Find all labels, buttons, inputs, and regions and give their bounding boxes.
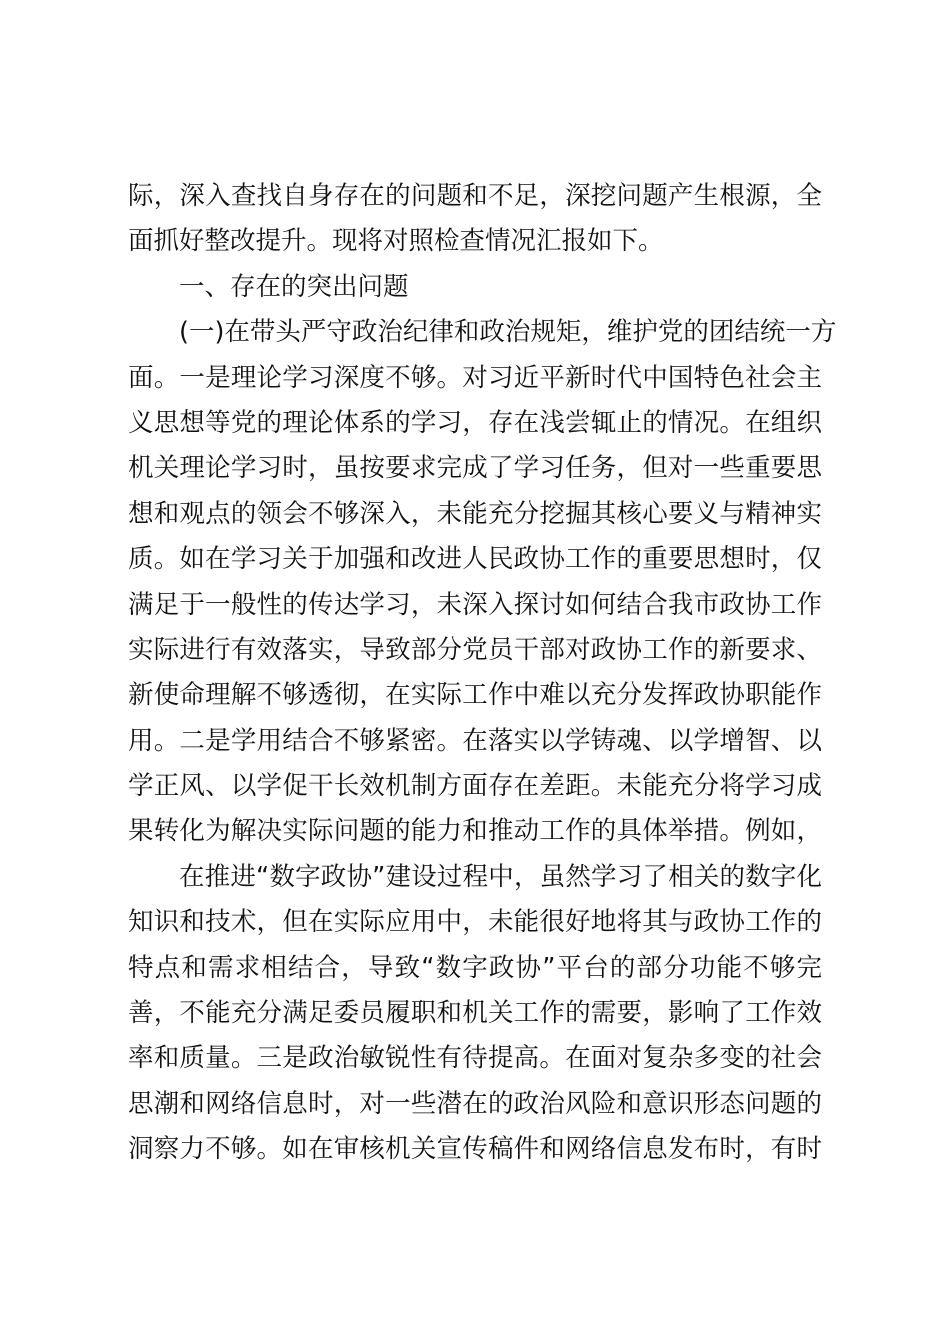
text-line: 特点和需求相结合，导致“数字政协”平台的部分功能不够完	[128, 952, 822, 983]
text-line: 一、存在的突出问题	[179, 271, 409, 302]
text-line: 面。一是理论学习深度不够。对习近平新时代中国特色社会主	[128, 362, 822, 393]
text-line: 面抓好整改提升。现将对照检查情况汇报如下。	[128, 226, 664, 257]
body-text	[128, 174, 837, 1173]
text-line: 义思想等党的理论体系的学习，存在浅尝辄止的情况。在组织	[128, 407, 822, 438]
text-line: 在推进“数字政协”建设过程中，虽然学习了相关的数字化	[179, 861, 822, 892]
text-line: 率和质量。三是政治敏锐性有待提高。在面对复杂多变的社会	[128, 1043, 822, 1074]
text-line: 实际进行有效落实，导致部分党员干部对政协工作的新要求、	[128, 634, 822, 665]
text-line: (一)在带头严守政治纪律和政治规矩，维护党的团结统一方	[179, 317, 837, 348]
text-line: 思潮和网络信息时，对一些潜在的政治风险和意识形态问题的	[128, 1088, 822, 1119]
text-line: 机关理论学习时，虽按要求完成了学习任务，但对一些重要思	[128, 453, 822, 484]
text-line: 新使命理解不够透彻，在实际工作中难以充分发挥政协职能作	[128, 680, 822, 711]
text-line: 学正风、以学促干长效机制方面存在差距。未能充分将学习成	[128, 771, 822, 802]
text-line: 质。如在学习关于加强和改进人民政协工作的重要思想时，仅	[128, 544, 822, 575]
text-line: 果转化为解决实际问题的能力和推动工作的具体举措。例如，	[128, 816, 822, 847]
text-line: 知识和技术，但在实际应用中，未能很好地将其与政协工作的	[128, 907, 822, 938]
text-line: 际，深入查找自身存在的问题和不足，深挖问题产生根源，全	[128, 181, 822, 211]
text-line: 洞察力不够。如在审核机关宣传稿件和网络信息发布时，有时	[128, 1134, 822, 1165]
text-line: 想和观点的领会不够深入，未能充分挖掘其核心要义与精神实	[128, 498, 822, 529]
text-line: 善，不能充分满足委员履职和机关工作的需要，影响了工作效	[128, 998, 822, 1029]
text-line: 用。二是学用结合不够紧密。在落实以学铸魂、以学增智、以	[128, 725, 822, 756]
text-line: 满足于一般性的传达学习，未深入探讨如何结合我市政协工作	[128, 589, 822, 620]
